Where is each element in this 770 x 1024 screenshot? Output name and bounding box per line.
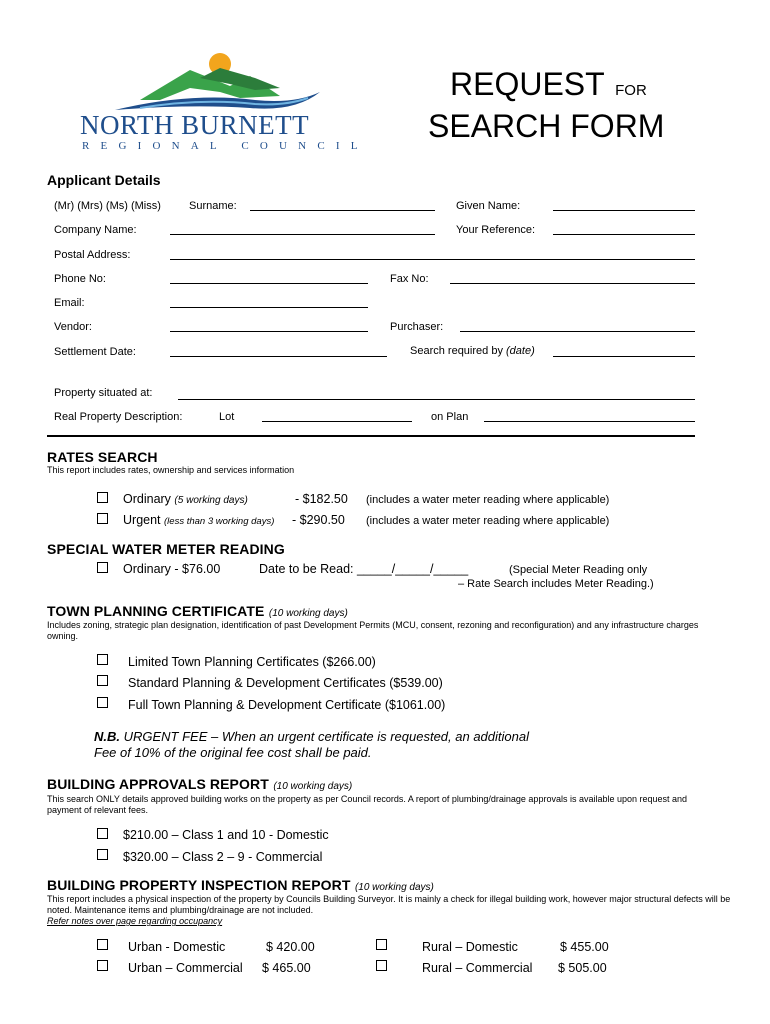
rates-urgent-label: Urgent: [123, 513, 161, 527]
building-heading-text: BUILDING APPROVALS REPORT: [47, 776, 269, 792]
rates-ordinary-extra: (includes a water meter reading where applicable): [366, 494, 610, 506]
company-label: Company Name:: [54, 224, 137, 236]
rural-domestic-checkbox[interactable]: [376, 939, 387, 950]
search-required-text: Search required by: [410, 345, 503, 357]
your-reference-label: Your Reference:: [456, 224, 536, 236]
form-title-line2: SEARCH FORM: [428, 108, 665, 144]
planning-full-label: Full Town Planning & Development Certificate ($1061.00): [128, 698, 446, 712]
planning-heading: [47, 603, 348, 621]
fax-field[interactable]: [450, 283, 695, 284]
rural-domestic-price: $ 455.00: [560, 940, 609, 954]
given-name-label: Given Name:: [456, 200, 521, 212]
email-label: Email:: [54, 297, 85, 309]
planning-limited-checkbox[interactable]: [97, 654, 108, 665]
urban-commercial-price: $ 465.00: [262, 961, 311, 975]
rates-ordinary-label: Ordinary: [123, 492, 171, 506]
urban-domestic-label: Urban - Domestic: [128, 940, 226, 954]
planning-standard-checkbox[interactable]: [97, 675, 108, 686]
rates-ordinary-note: (5 working days): [174, 495, 248, 506]
occupancy-notes-link[interactable]: Refer notes over page regarding occupancy: [47, 916, 223, 926]
inspection-heading-note: (10 working days): [354, 882, 434, 893]
title-for: FOR: [615, 82, 647, 99]
rates-urgent-option: [123, 513, 274, 527]
water-heading: SPECIAL WATER METER READING: [47, 541, 285, 557]
lot-label: Lot: [219, 411, 235, 423]
applicant-heading: Applicant Details: [47, 172, 161, 188]
rates-ordinary-option: [123, 492, 248, 506]
water-date-field[interactable]: Date to be Read: _____/_____/_____: [259, 562, 469, 576]
planning-standard-label: Standard Planning & Development Certificates ($539.00): [128, 676, 443, 690]
water-ordinary-label: Ordinary - $76.00: [123, 562, 221, 576]
fax-label: Fax No:: [390, 273, 429, 285]
given-name-field[interactable]: [553, 210, 695, 211]
urgent-fee-note-2: Fee of 10% of the original fee cost shall be paid.: [94, 745, 372, 760]
property-situated-field[interactable]: [178, 399, 695, 400]
rates-ordinary-price: - $182.50: [295, 492, 348, 506]
nb-label: N.B.: [94, 729, 120, 744]
lot-field[interactable]: [262, 421, 412, 422]
rural-commercial-label: Rural – Commercial: [422, 961, 533, 975]
company-field[interactable]: [170, 234, 435, 235]
planning-full-checkbox[interactable]: [97, 697, 108, 708]
search-required-label: [410, 345, 535, 357]
urban-commercial-checkbox[interactable]: [97, 960, 108, 971]
planning-heading-text: TOWN PLANNING CERTIFICATE: [47, 603, 265, 619]
urban-domestic-price: $ 420.00: [266, 940, 315, 954]
building-heading-note: (10 working days): [273, 781, 353, 792]
inspection-description: This report includes a physical inspection of the property by Councils Building Surveyor. It is mainly a check for illegal building work, however major structural defects will be noted. Maintenance items and plumbing/drainage are not included.: [47, 894, 731, 915]
email-field[interactable]: [170, 307, 368, 308]
council-logo: [80, 48, 369, 158]
rates-urgent-price: - $290.50: [292, 513, 345, 527]
your-reference-field[interactable]: [553, 234, 695, 235]
rates-urgent-note: (less than 3 working days): [164, 516, 275, 527]
vendor-label: Vendor:: [54, 321, 92, 333]
building-class1-checkbox[interactable]: [97, 828, 108, 839]
water-note-1: (Special Meter Reading only: [509, 564, 648, 576]
building-class1-label: $210.00 – Class 1 and 10 - Domestic: [123, 828, 329, 842]
logo-graphic-icon: [80, 48, 335, 118]
search-required-date: (date): [506, 345, 535, 357]
plan-label: on Plan: [431, 411, 469, 423]
real-property-label: Real Property Description:: [54, 411, 183, 423]
section-divider: [47, 435, 695, 437]
purchaser-label: Purchaser:: [390, 321, 444, 333]
nb-text: URGENT FEE – When an urgent certificate is requested, an additional: [120, 729, 529, 744]
rural-commercial-checkbox[interactable]: [376, 960, 387, 971]
purchaser-field[interactable]: [460, 331, 695, 332]
postal-address-field[interactable]: [170, 259, 695, 260]
vendor-field[interactable]: [170, 331, 368, 332]
title-options[interactable]: (Mr) (Mrs) (Ms) (Miss): [54, 200, 161, 212]
urban-commercial-label: Urban – Commercial: [128, 961, 243, 975]
planning-heading-note: (10 working days): [268, 608, 348, 619]
logo-text-sub: REGIONAL COUNCIL: [82, 140, 369, 152]
plan-field[interactable]: [484, 421, 695, 422]
surname-label: Surname:: [189, 200, 237, 212]
inspection-heading: [47, 877, 434, 895]
form-title-line1: [450, 66, 647, 103]
urban-domestic-checkbox[interactable]: [97, 939, 108, 950]
search-required-field[interactable]: [553, 356, 695, 357]
rural-commercial-price: $ 505.00: [558, 961, 607, 975]
water-ordinary-checkbox[interactable]: [97, 562, 108, 573]
property-situated-label: Property situated at:: [54, 387, 153, 399]
rates-ordinary-checkbox[interactable]: [97, 492, 108, 503]
logo-text-main: NORTH BURNETT: [80, 110, 310, 140]
building-class2-checkbox[interactable]: [97, 849, 108, 860]
settlement-date-field[interactable]: [170, 356, 387, 357]
phone-label: Phone No:: [54, 273, 106, 285]
rates-description: This report includes rates, ownership and services information: [47, 465, 295, 475]
rates-urgent-checkbox[interactable]: [97, 513, 108, 524]
title-request: REQUEST: [450, 66, 605, 102]
inspection-heading-text: BUILDING PROPERTY INSPECTION REPORT: [47, 877, 351, 893]
planning-description: Includes zoning, strategic plan designation, identification of past Development Permits (MCU, consent, rezoning and reconfiguration) and any infrastructure charges owning.: [47, 620, 699, 641]
rates-heading: RATES SEARCH: [47, 449, 158, 465]
rates-urgent-extra: (includes a water meter reading where applicable): [366, 515, 610, 527]
postal-address-label: Postal Address:: [54, 249, 131, 261]
rural-domestic-label: Rural – Domestic: [422, 940, 518, 954]
water-note-2: – Rate Search includes Meter Reading.): [458, 578, 654, 590]
settlement-date-label: Settlement Date:: [54, 346, 136, 358]
phone-field[interactable]: [170, 283, 368, 284]
surname-field[interactable]: [250, 210, 435, 211]
urgent-fee-note: [94, 729, 529, 744]
building-description: This search ONLY details approved building works on the property as per Council records. A report of plumbing/drainage approvals is available upon request and payment of relevant fees.: [47, 794, 688, 815]
building-class2-label: $320.00 – Class 2 – 9 - Commercial: [123, 850, 323, 864]
building-heading: [47, 776, 352, 794]
planning-limited-label: Limited Town Planning Certificates ($266.00): [128, 655, 376, 669]
